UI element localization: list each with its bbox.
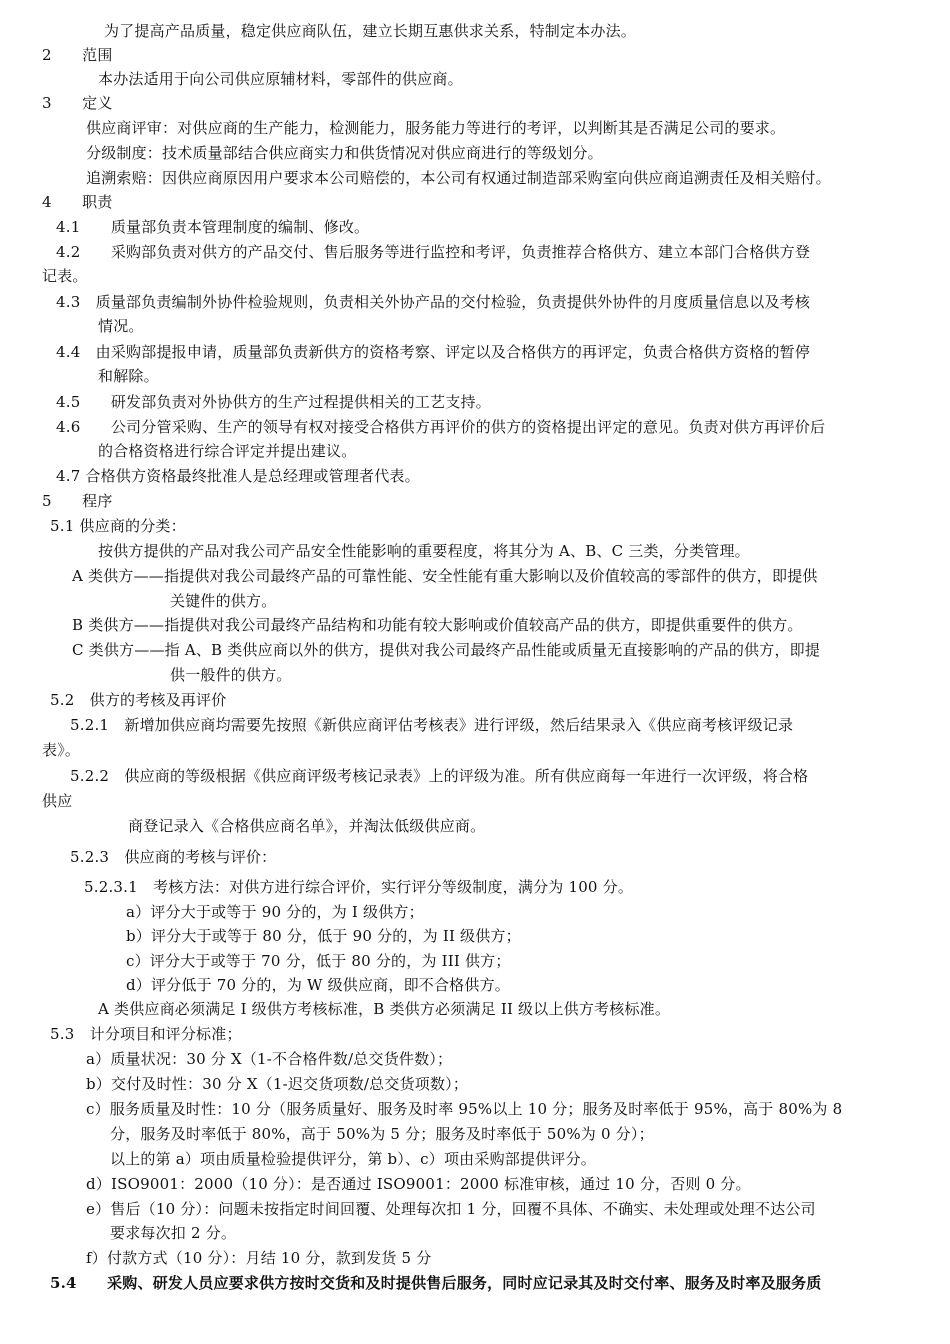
item-5-2-3: 5.2.3 供应商的考核与评价：: [70, 848, 277, 866]
classification-text: 按供方提供的产品对我公司产品安全性能影响的重要程度，将其分为 A、B、C 三类，分类管理。: [98, 542, 750, 560]
score-note: 以上的第 a）项由质量检验提供评分，第 b）、c）项由采购部提供评分。: [110, 1150, 596, 1168]
sub-5-1-heading: 5.1 供应商的分类：: [50, 517, 186, 535]
duty-4-3-cont: 情况。: [98, 317, 144, 335]
intro-line: 为了提高产品质量，稳定供应商队伍，建立长期互惠供求关系，特制定本办法。: [104, 22, 637, 40]
duty-4-4-cont: 和解除。: [98, 367, 159, 385]
score-a: a）质量状况：30 分 X（1-不合格件数/总交货件数）；: [86, 1050, 453, 1068]
duty-4-6: 4.6 公司分管采购、生产的领导有权对接受合格供方再评价的供方的资格提出评定的意见。负责对供方再评价后: [56, 418, 826, 436]
definition-review: 供应商评审：对供应商的生产能力，检测能力，服务能力等进行的考评，以判断其是否满足公司的要求。: [86, 119, 786, 137]
score-f: f）付款方式（10 分）：月结 10 分，款到发货 5 分: [86, 1249, 432, 1267]
item-5-2-2: 5.2.2 供应商的等级根据《供应商评级考核记录表》上的评级为准。所有供应商每一年进行一次评级，将合格: [70, 767, 809, 785]
score-e: e）售后（10 分）：问题未按指定时间回覆、处理每次扣 1 分，回覆不具体、不确实、未处理或处理不达公司: [86, 1200, 816, 1218]
class-c-line: C 类供方——指 A、B 类供应商以外的供方，提供对我公司最终产品性能或质量无直接影响的产品的供方，即提: [72, 641, 821, 659]
duty-4-7: 4.7 合格供方资格最终批准人是总经理或管理者代表。: [56, 467, 420, 485]
duty-4-2: 4.2 采购部负责对供方的产品交付、售后服务等进行监控和考评，负责推荐合格供方、建立本部门合格供方登: [56, 243, 811, 261]
duty-4-4: 4.4 由采购部提报申请，质量部负责新供方的资格考察、评定以及合格供方的再评定，负责合格供方资格的暂停: [56, 343, 811, 361]
definition-traceback: 追溯索赔：因供应商原因用户要求本公司赔偿的，本公司有权通过制造部采购室向供应商追溯责任及相关赔付。: [86, 169, 831, 187]
item-5-2-1-cont: 表》。: [42, 741, 81, 759]
duty-4-6-cont: 的合格资格进行综合评定并提出建议。: [98, 442, 357, 460]
item-5-2-1: 5.2.1 新增加供应商均需要先按照《新供应商评估考核表》进行评级，然后结果录入《供应商考核评级记录: [70, 716, 794, 734]
class-a-line: A 类供方——指提供对我公司最终产品的可靠性能、安全性能有重大影响以及价值较高的零部件的供方，即提供: [72, 567, 818, 585]
score-c-cont: 分，服务及时率低于 80%，高于 50%为 5 分；服务及时率低于 50%为 0 分）；: [110, 1125, 654, 1143]
grade-b: b）评分大于或等于 80 分，低于 90 分的，为 II 级供方；: [126, 927, 521, 945]
grade-requirement: A 类供应商必须满足 I 级供方考核标准，B 类供方必须满足 II 级以上供方考核标准。: [98, 1000, 671, 1018]
sub-5-3-heading: 5.3 计分项目和评分标准；: [50, 1025, 242, 1043]
grade-a: a）评分大于或等于 90 分的，为 I 级供方；: [126, 903, 424, 921]
class-c-cont: 供一般件的供方。: [170, 666, 292, 684]
section-3-heading: 3 定义: [42, 94, 113, 112]
sub-5-2-heading: 5.2 供方的考核及再评价: [50, 691, 227, 709]
item-5-2-2-cont: 供应: [42, 792, 73, 810]
grade-c: c）评分大于或等于 70 分，低于 80 分的，为 III 供方；: [126, 952, 511, 970]
item-5-4: 5.4 采购、研发人员应要求供方按时交货和及时提供售后服务，同时应记录其及时交付率、服务及时率及服务质: [50, 1274, 822, 1292]
section-4-heading: 4 职责: [42, 193, 113, 211]
duty-4-1: 4.1 质量部负责本管理制度的编制、修改。: [56, 218, 370, 236]
item-5-2-3-1: 5.2.3.1 考核方法：对供方进行综合评价，实行评分等级制度，满分为 100 分。: [84, 878, 634, 896]
class-a-cont: 关键件的供方。: [170, 592, 277, 610]
score-d: d）ISO9001：2000（10 分）：是否通过 ISO9001：2000 标准审核，通过 10 分，否则 0 分。: [86, 1175, 751, 1193]
score-b: b）交付及时性：30 分 X（1-迟交货项数/总交货项数）；: [86, 1075, 469, 1093]
duty-4-3: 4.3 质量部负责编制外协件检验规则，负责相关外协产品的交付检验，负责提供外协件的月度质量信息以及考核: [56, 293, 811, 311]
class-b-line: B 类供方——指提供对我公司最终产品结构和功能有较大影响或价值较高产品的供方，即提供重要件的供方。: [72, 616, 803, 634]
scope-text: 本办法适用于向公司供应原辅材料，零部件的供应商。: [98, 70, 463, 88]
duty-4-5: 4.5 研发部负责对外协供方的生产过程提供相关的工艺支持。: [56, 393, 491, 411]
duty-4-2-cont: 记表。: [42, 267, 88, 285]
grade-d: d）评分低于 70 分的，为 W 级供应商，即不合格供方。: [126, 976, 510, 994]
score-c: c）服务质量及时性：10 分（服务质量好、服务及时率 95%以上 10 分；服务及时率低于 95%，高于 80%为 8: [86, 1100, 843, 1118]
item-5-2-2-cont2: 商登记录入《合格供应商名单》，并淘汰低级供应商。: [128, 817, 486, 835]
section-2-heading: 2 范围: [42, 46, 113, 64]
section-5-heading: 5 程序: [42, 492, 113, 510]
score-e-cont: 要求每次扣 2 分。: [110, 1224, 237, 1242]
definition-grading: 分级制度：技术质量部结合供应商实力和供货情况对供应商进行的等级划分。: [86, 144, 603, 162]
